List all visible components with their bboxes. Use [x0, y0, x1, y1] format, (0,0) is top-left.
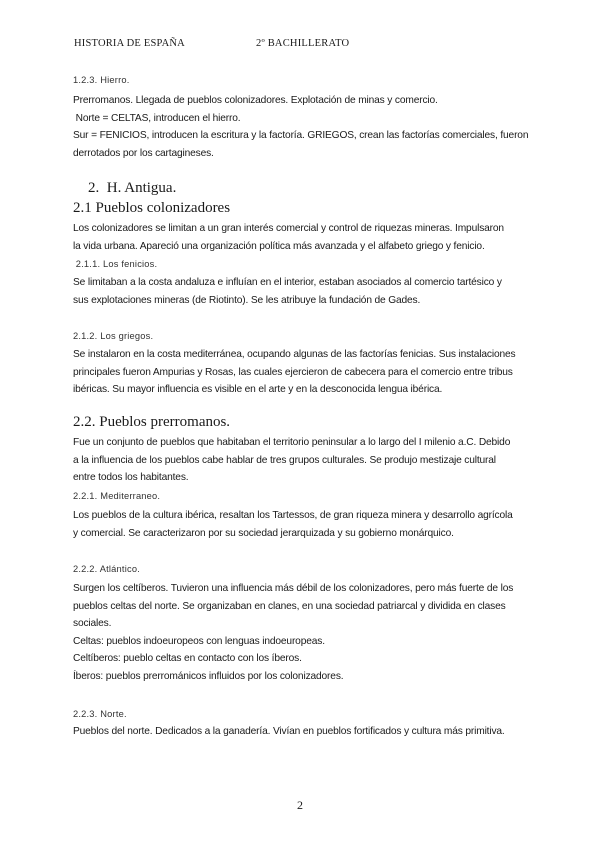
section-heading: 1.2.3. Hierro. [73, 75, 130, 85]
text-line: Los colonizadores se limitan a un gran interés comercial y control de riquezas mineras. Impulsaron [73, 223, 504, 234]
text-line: Prerromanos. Llegada de pueblos colonizadores. Explotación de minas y comercio. [73, 95, 438, 106]
text-line: ibéricas. Su mayor influencia es visible en el arte y en la desconocida lengua ibérica. [73, 384, 443, 396]
text-line: y comercial. Se caracterizaron por su sociedad jerarquizada y su gobierno monárquico. [73, 527, 454, 539]
paragraph [73, 723, 533, 741]
text-line: Íberos: pueblos prerrománicos influidos por los colonizadores. [73, 670, 344, 682]
section-heading: 2.1.2. Los griegos. [73, 331, 154, 341]
paragraph [73, 92, 533, 162]
text-line: la vida urbana. Apareció una organización política más avanzada y el alfabeto griego y fenicio. [73, 240, 485, 252]
text-line: Celtas: pueblos indoeuropeos con lenguas indoeuropeas. [73, 635, 325, 647]
text-line: sus explotaciones mineras (de Riotinto). Se les atribuye la fundación de Gades. [73, 294, 421, 306]
header-subject: HISTORIA DE ESPAÑA [74, 38, 185, 49]
text-line: entre todos los habitantes. [73, 472, 189, 484]
text-line: Los pueblos de la cultura ibérica, resaltan los Tartessos, de gran riqueza minera y desarrollo agrícola [73, 510, 513, 521]
text-line: principales fueron Ampurias y Rosas, las cuales ejercieron de cabecera para el comercio entre tribus [73, 366, 513, 378]
text-line: Pueblos del norte. Dedicados a la ganadería. Vivían en pueblos fortificados y cultura más primitiva. [73, 726, 505, 737]
text-line: Sur = FENICIOS, introducen la escritura y la factoría. GRIEGOS, crean las factorías comerciales, fueron [73, 130, 529, 142]
section-heading: 2.1.1. Los fenicios. [73, 259, 158, 269]
text-line: a la influencia de los pueblos cabe hablar de tres grupos culturales. Se produjo mestizaje cultural [73, 454, 496, 466]
section-title: 2.2. Pueblos prerromanos. [73, 414, 231, 430]
text-line: Norte = CELTAS, introducen el hierro. [73, 112, 241, 124]
text-line: pueblos celtas del norte. Se organizaban en clanes, en una sociedad patriarcal y dividida en clases [73, 600, 506, 612]
section-heading: 2.2.3. Norte. [73, 709, 127, 719]
paragraph [73, 507, 533, 542]
header-course: 2º BACHILLERATO [256, 38, 350, 49]
text-line: derrotados por los cartagineses. [73, 147, 214, 159]
text-line: Se instalaron en la costa mediterránea, ocupando algunas de las factorías fenicias. Sus instalaciones [73, 349, 516, 360]
paragraph [73, 220, 533, 255]
text-line: Fue un conjunto de pueblos que habitaban el territorio peninsular a lo largo del I milenio a.C. Debido [73, 437, 511, 448]
text-line: Celtíberos: pueblo celtas en contacto con los íberos. [73, 653, 302, 665]
text-line: sociales. [73, 618, 112, 630]
paragraph [73, 346, 533, 399]
chapter-title: 2. H. Antigua. [88, 180, 177, 196]
section-title: 2.1 Pueblos colonizadores [73, 200, 231, 216]
paragraph [73, 434, 533, 487]
page-number: 2 [297, 798, 303, 812]
section-heading: 2.2.2. Atlántico. [73, 564, 140, 574]
text-line: Surgen los celtíberos. Tuvieron una influencia más débil de los colonizadores, pero más fuerte de los [73, 583, 514, 594]
paragraph [73, 580, 533, 686]
section-heading: 2.2.1. Mediterraneo. [73, 491, 161, 501]
paragraph [73, 274, 533, 309]
text-line: Se limitaban a la costa andaluza e influían en el interior, estaban asociados al comercio tartésico y [73, 277, 502, 288]
